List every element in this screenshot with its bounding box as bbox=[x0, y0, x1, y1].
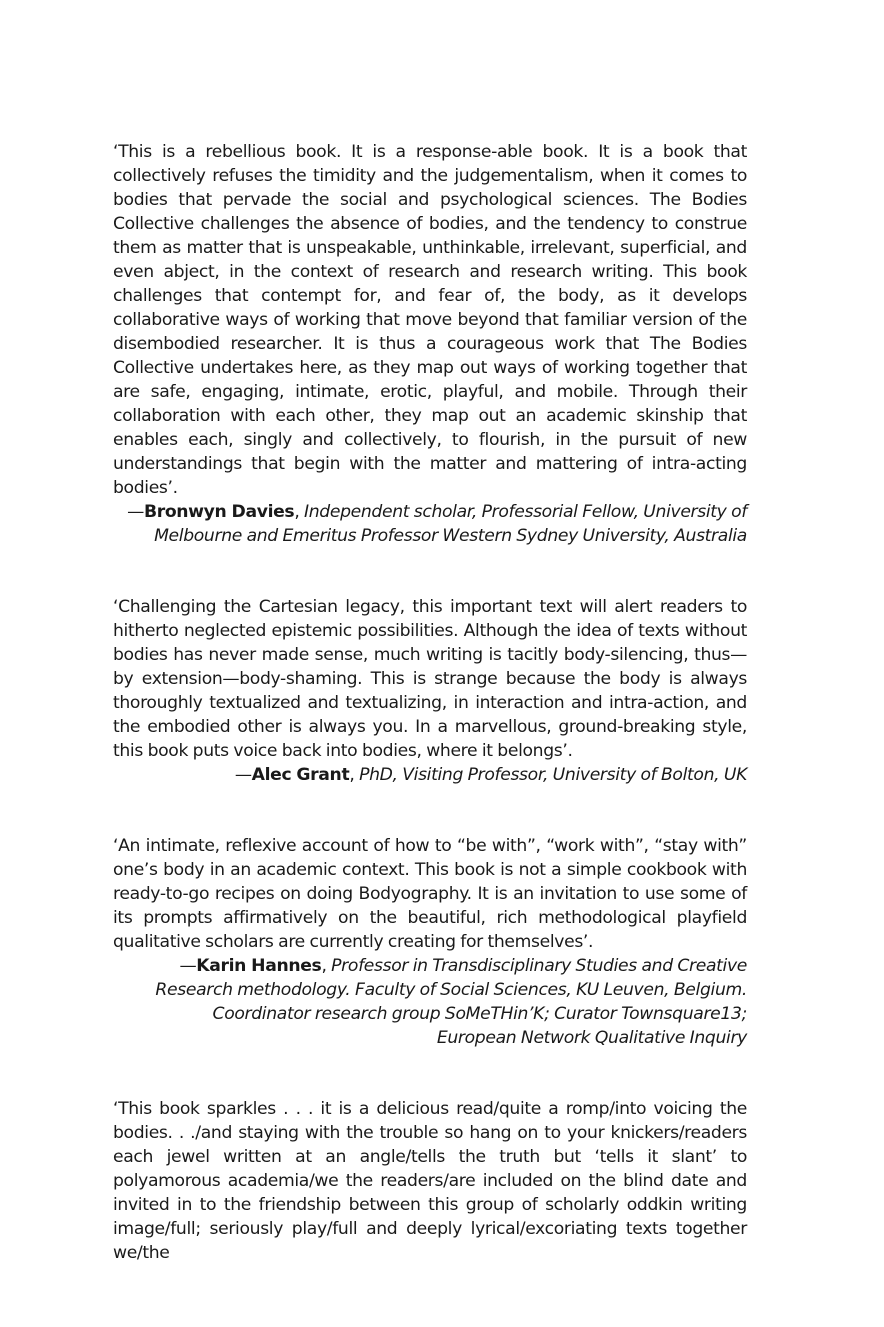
section-spacer bbox=[113, 1050, 747, 1097]
endorsement-attribution bbox=[113, 763, 747, 787]
endorsement-attribution bbox=[113, 954, 747, 978]
endorsement-quote: ‘An intimate, reflexive account of how to “be with”, “work with”, “stay with” one’s body in an academic context. This book is not a simple cookbook with ready-to-go recipes on doing Bodyography. It is an invitation to use some of its prompts affirmatively on the beautiful, rich methodological playfield qualitative scholars are currently creating for themselves’. bbox=[113, 836, 747, 952]
endorsement-hannes bbox=[113, 834, 747, 1050]
endorsement-attribution-cont bbox=[113, 978, 747, 1002]
endorser-name: Bronwyn Davies bbox=[143, 502, 295, 522]
endorsement-quote: ‘This is a rebellious book. It is a response-able book. It is a book that collectively refuses the timidity and the judgementalism, when it comes to bodies that pervade the social and psychological sciences. The Bodies Collective challenges the absence of bodies, and the tendency to construe them as matter that is unspeakable, unthinkable, irrelevant, superficial, and even abject, in the context of research and research writing. This book challenges that contempt for, and fear of, the body, as it develops collaborative ways of working that move beyond that familiar version of the disembodied researcher. It is thus a courageous work that The Bodies Collective undertakes here, as they map out ways of working together that are safe, engaging, intimate, erotic, playful, and mobile. Through their collaboration with each other, they map out an academic skinship that enables each, singly and collectively, to flourish, in the pursuit of new understandings that begin with the matter and mattering of intra-acting bodies’. bbox=[113, 142, 747, 498]
attribution-dash: — bbox=[127, 502, 144, 522]
attribution-separator: , bbox=[321, 956, 332, 976]
attribution-separator: , bbox=[349, 765, 360, 785]
attribution-dash: — bbox=[234, 765, 252, 785]
endorser-name: Karin Hannes bbox=[196, 956, 322, 976]
endorser-affiliation-line: Coordinator research group SoMeTHin’K; Curator Townsquare13; bbox=[212, 1004, 747, 1024]
endorsement-quote: ‘Challenging the Cartesian legacy, this important text will alert readers to hitherto neglected epistemic possibilities. Although the idea of texts without bodies has never made sense, much writing is tacitly body-silencing, thus—by extension—body-shaming. This is strange because the body is always thoroughly textualized and textualizing, in interaction and intra-action, and the embodied other is always you. In a marvellous, ground-breaking style, this book puts voice back into bodies, where it belongs’. bbox=[113, 597, 747, 761]
section-spacer bbox=[113, 787, 747, 834]
endorser-affiliation-line: Professor in Transdisciplinary Studies and Creative bbox=[331, 956, 747, 976]
section-spacer bbox=[113, 548, 747, 595]
endorsement-davies bbox=[113, 140, 747, 548]
endorsements-page bbox=[113, 140, 747, 1265]
endorser-affiliation-line: European Network Qualitative Inquiry bbox=[436, 1028, 747, 1048]
endorsement-grant bbox=[113, 595, 747, 787]
endorsement-attribution-cont bbox=[113, 1002, 747, 1026]
attribution-dash: — bbox=[179, 956, 197, 976]
endorsement-anonymous-continued bbox=[113, 1097, 747, 1265]
endorser-affiliation: PhD, Visiting Professor, University of Bolton, UK bbox=[359, 765, 747, 785]
endorsement-attribution-cont bbox=[113, 1026, 747, 1050]
endorser-affiliation-line: Research methodology. Faculty of Social Sciences, KU Leuven, Belgium. bbox=[155, 980, 747, 1000]
endorser-name: Alec Grant bbox=[251, 765, 350, 785]
endorser-affiliation: Independent scholar, Professorial Fellow, University of Melbourne and Emeritus Professor Western Sydney University, Australia bbox=[154, 502, 747, 546]
attribution-separator: , bbox=[294, 502, 305, 522]
endorsement-attribution bbox=[113, 500, 747, 548]
endorsement-quote: ‘This book sparkles . . . it is a delicious read/quite a romp/into voicing the bodies. . ./and staying with the trouble so hang on to your knickers/readers each jewel written at an angle/tells the truth but ‘tells it slant’ to polyamorous academia/we the readers/are included on the blind date and invited in to the friendship between this group of scholarly oddkin writing image/full; seriously play/full and deeply lyrical/excoriating texts together we/the bbox=[113, 1099, 747, 1263]
